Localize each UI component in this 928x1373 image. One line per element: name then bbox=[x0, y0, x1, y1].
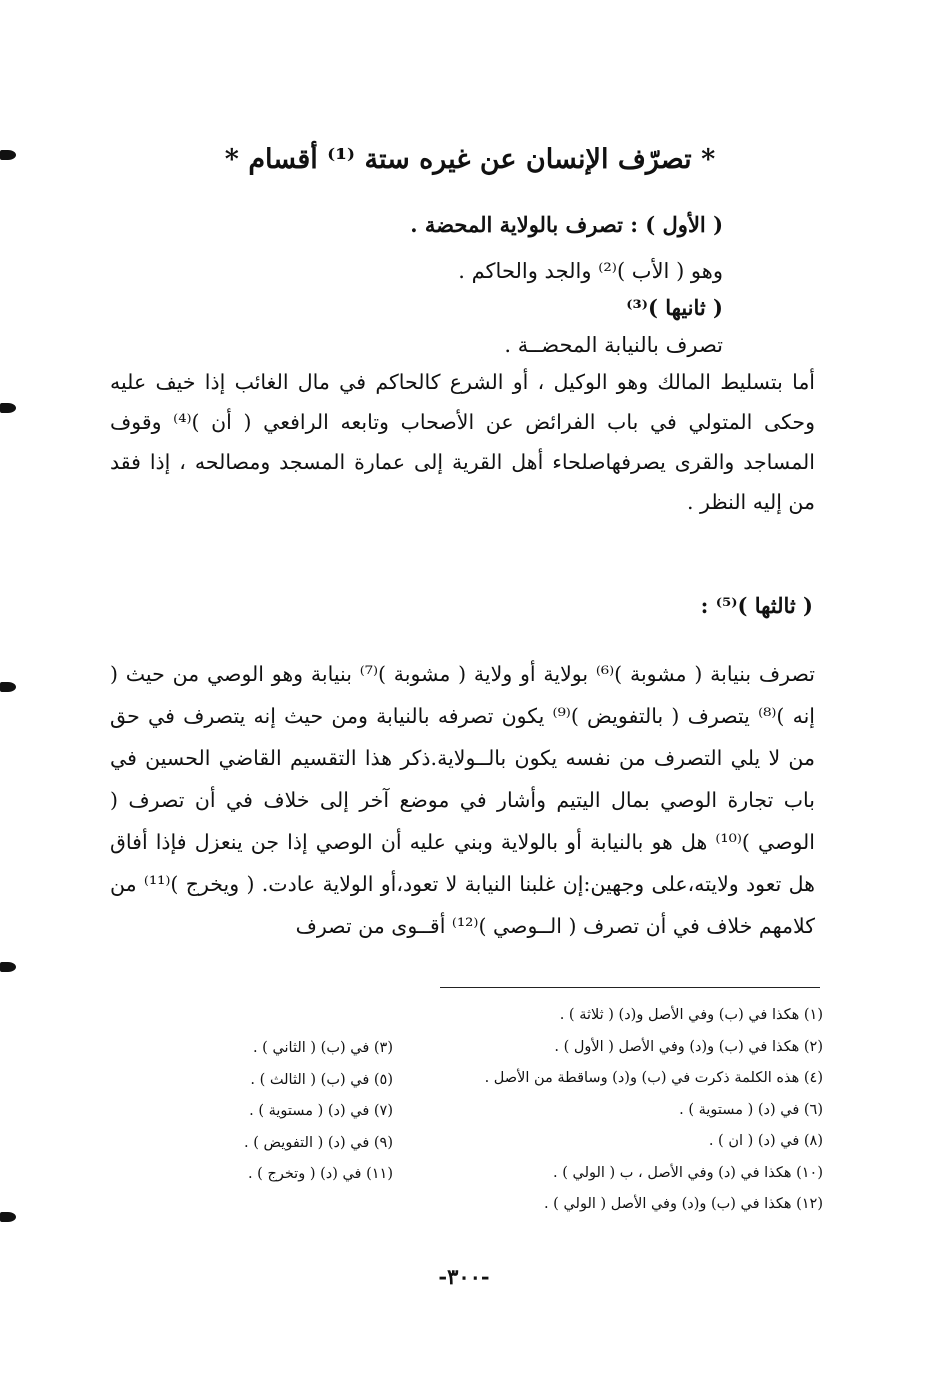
footnote: (١٢) هكذا في (ب) و(د) وفي الأصل ( الولي ) . bbox=[543, 1196, 823, 1212]
margin-mark bbox=[0, 150, 16, 160]
footnotes-right-column bbox=[485, 1000, 823, 1221]
footnote: (٣) في (ب) ( الثاني ) . bbox=[252, 1040, 393, 1056]
page-title: * تصرّف الإنسان عن غيره ستة ⁽¹⁾ أقسام * bbox=[224, 144, 716, 175]
margin-mark bbox=[0, 962, 16, 972]
page-number: -٣٠٠- bbox=[438, 1264, 490, 1289]
footnote: (٤) هذه الكلمة ذكرت في (ب) و(د) وساقطة من الأصل . bbox=[484, 1070, 823, 1086]
margin-mark bbox=[0, 682, 16, 692]
third-section-heading: ( ثالثها )⁽⁵⁾ : bbox=[700, 593, 813, 618]
footnote: (١) هكذا في (ب) وفي الأصل و(د) ( ثلاثة ) . bbox=[559, 1007, 823, 1023]
body-paragraph-2: تصرف بنيابة ( مشوبة )⁽⁶⁾ بولاية أو ولاية ( مشوبة )⁽⁷⁾ بنيابة وهو الوصي من حيث ( إنه )⁽⁸⁾ يتصرف ( بالتفويض )⁽⁹⁾ يكون تصرفه بالنيابة ومن حيث إنه يتصرف في حق من لا يلي التصرف من نفسه يكون بالــولاية.ذكر هذا التقسيم القاضي الحسين في باب تجارة الوصي بمال اليتيم وأشار في موضع آخر إلى خلاف في أن تصرف ( الوصي )⁽¹⁰⁾ هل هو بالنيابة أو بالولاية وبني عليه أن الوصي إذا جن ينعزل فإذا أفاق هل تعود ولايته،على وجهين:إن غلبنا النيابة لا تعود،أو الولاية عادت. ( ويخرج )⁽¹¹⁾ من كلامهم خلاف في أن تصرف ( الــوصي )⁽¹²⁾ أقــوى من تصرف bbox=[110, 662, 816, 938]
footnote: (٦) في (د) ( مستوية ) . bbox=[679, 1101, 823, 1118]
footnote: (٨) في (د) ( ان ) . bbox=[708, 1133, 823, 1149]
footnote-divider bbox=[440, 987, 820, 988]
footnote: (٢) هكذا في (ب) و(د) وفي الأصل ( الأول ) . bbox=[554, 1038, 823, 1055]
first-section-detail: وهو ( الأب )⁽²⁾ والجد والحاكم . bbox=[458, 259, 723, 283]
footnote: (٧) في (د) ( مستوية ) . bbox=[249, 1103, 393, 1119]
footnote: (٥) في (ب) ( الثالث ) . bbox=[250, 1071, 393, 1088]
first-section-heading: ( الأول ) : تصرف بالولاية المحضة . bbox=[410, 212, 723, 237]
footnote: (٩) في (د) ( التفويض ) . bbox=[244, 1134, 393, 1151]
body-paragraph-1: أما بتسليط المالك وهو الوكيل ، أو الشرع كالحاكم في مال الغائب إذا خيف عليه وحكى المتولي في باب الفرائض عن الأصحاب وتابعه الرافعي ( أن )⁽⁴⁾ وقوف المساجد والقرى يصرفهاصلحاء أهل القرية إلى عمارة المسجد ومصالحه ، إذا فقد من إليه النظر . bbox=[110, 370, 815, 514]
second-section-detail: تصرف بالنيابة المحضــة . bbox=[504, 333, 723, 357]
margin-mark bbox=[0, 403, 16, 413]
second-section-heading: ( ثانيها )⁽³⁾ bbox=[626, 295, 723, 320]
footnote: (١٠) هكذا في (د) وفي الأصل ، ب ( الولي ) . bbox=[553, 1164, 823, 1181]
footnotes-left-column bbox=[244, 1033, 393, 1191]
margin-mark bbox=[0, 1212, 16, 1222]
footnote: (١١) في (د) ( وتخرج ) . bbox=[247, 1166, 393, 1182]
